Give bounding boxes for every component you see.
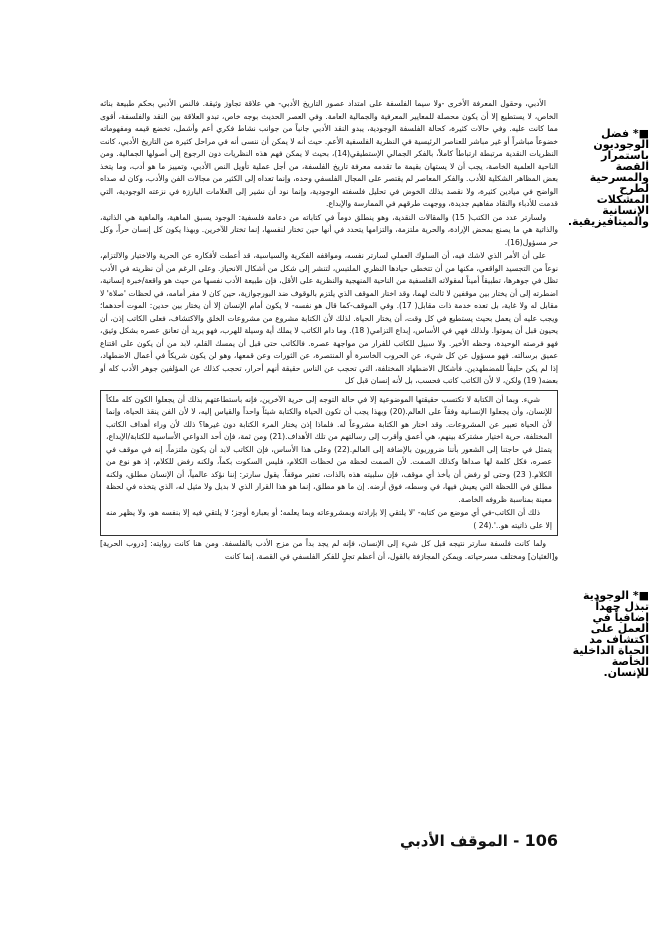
article-body <box>100 98 558 564</box>
paragraph: ذلك أن الكاتب-في أي موضع من كتابه- 'لا يلتقي إلا بإرادته وبمشروعاته وبما يعلمه؛ أو بعبارة أوجز؛ لا يلتقي فيه إلا بنفسه هو، ولا يظهر منه إلا على ذاتيته هو..'.(24 ) <box>106 508 552 530</box>
sidebar-pullquote-2: ■* الوجودية تبذل جهداً إضافياً في العمل على اكتشاف مد الحياة الداخلية الخاصة للإنسان. <box>572 589 649 679</box>
journal-title: الموقف الأدبي <box>399 832 508 850</box>
sidebar-pullquote-1: ■* فضل الوجوديون باستمرار القصة والمسرحية لطرح المشكلات الإنسانية والميتافيزيقية. <box>567 127 649 228</box>
paragraph: ولما كانت فلسفة سارتر نتيجه قبل كل شيء إلى الإنسان، فإنه لم يجد بداً من مزج الأدب بالفلسفة. ومن هنا كانت روايته: [دروب الحرية] و[الغثيان] ومختلف مسرحياته. ويمكن المجازفة بالقول، أن أعظم تجلٍ للفكر الفلسفي في القصة، إنما كانت <box>100 539 558 561</box>
paragraph: ولسارتر عدد من الكتب( 15) والمقالات النقدية، وهو ينطلق دوماً في كتاباته من دعامة فلسفية: الوجود يسبق الماهية، والماهية هي الذاتية، والذاتية هي ما يصنع بمحض الإرادة، والحرية ملتزمة، والتزامها يتحدد في أنها حين تختار لنفسها، إنما تختار للآخرين. وبهذا يكون كل إنسان حراً، وكل حر مسؤول(16). <box>100 212 558 247</box>
paragraph: شيء. وبما أن الكتابة لا تكتسب حقيقتها الموضوعية إلا في حالة التوجه إلى حرية الآخرين، فإنه باستطاعتهم بذلك أن يجعلوا الكون كله ملكاً للإنسان، وأن يجعلوا الإنسانية وفقاً على العالم.(20) وبهذا يجب أن تكون الحياة والكتابة شيئاً واحداً والقياس إليه، لا لأن الفن ينقذ الحياة، وإنما لأن الحياة تعبير عن المشروعات. وقد اختار هو الكتابة مشروعاً له. فلماذا إذن يختار المرء الكتابة دون غيرها؟ ذلك لأن وراء أهداف الكاتب المختلفة، حرية اختيار مشتركة بينهم، هي أعمق وأقرب إلى رسالتهم من تلك الأهداف.(21) ومن ثمة، فإن أحد الدواعي الأساسية للكتابة/الإبداع، يتمثل في حاجتنا إلى الشعور بأننا ضروريون بالإضافة إلى العالم.(22) وعلى هذا الأساس، فإن الكاتب لابد أن يكون ملتزماً، إنه في موقف في عصره، فكل كلمة لها صداها وكذلك الصمت. لأن الصمت لحظة من لحظات الكلام، فليس السكوت بكماً، ولكنه رفض للكلام، إذ هو نوع من الكلام.( 23) وحتى لو رفض أن يأخذ أي موقف، فإن سلبيته هذه بالذات، تعتبر موقفاً. يقول سارتر: إننا نؤكد عالمياً، أن الإنسان مطلق، ولكنه مطلق في اللحظة التي يعيش فيها، في وسطه، فوق أرضه. إن ما هو مطلق، إنما هو هذا القرار الذي لا بديل ولا مثيل له، الذي يتخذه في لحظة معينة بمناسبة ظروفه الخاصة. <box>106 394 552 504</box>
paragraph: الأدبي، وحقول المعرفة الأخرى -ولا سيما الفلسفة على امتداد عصور التاريخ الأدبي- هي علاقة تجاوز وثيقة. فالنص الأدبي بحكم طبيعة بنائه الخاص، لا يستطيع إلا أن يكون محصلة للمعايير المعرفية والجمالية العامة. وفي العصر الحديث بوجه خاص، تبدو العلاقة بين النقد والفلسفة، أقوى مما كانت عليه. وفي حالات كثيرة، كحالة الفلسفة الوجودية، يبدو النقد الأدبي جانباً من جوانب نشاط فكري أعم وأشمل، تخضع قيمه ومفهوماته خضوعاً مباشراً أو غير مباشر للعناصر الرئيسية في النظرية الفلسفية الأعم. حيث أنه لا يمكن أن ننسى أنه في مراحل كثيرة من التاريخ الأدبي، كانت النظريات النقدية مرتبطة ارتباطاً كاملاً، بالفكر الجمالي الإستطيقي(14)، بحيث لا يمكن فهم هذه النظريات دون الرجوع إلى أصولها الجمالية. ومن الناحية العلمية الخاصة، يجب أن لا يستهان بقيمة ما تقدمه معرفة تاريخ الفلسفة، من أجل عملية تأويل النص الأدبي، وتمييز ما هو أدب، وما يتخذ بعض المظاهر الشكلية للأدب. والفكر المعاصر لم يقتصر على المجال الفلسفي وحده، وإنما تعداه إلى الكثير من مجالات الفن والأدب، وكان له صداه الواضح في ميادين كثيرة، ولا نقصد بذلك الخوض في تحليل فلسفته الوجودية، وإنما نود أن نشير إلى العلامات البارزة في نزعته الوجودية، التي قدمت للأدباء والنقاد مفاهيم جديدة، ووجهت طرقهم في الممارسة والإبداع. <box>100 99 559 208</box>
page-number: 106 <box>524 831 558 850</box>
boxed-section <box>100 390 558 537</box>
paragraph: على أن الأمر الذي لاشك فيه، أن السلوك العملي لسارتر نفسه، ومواقفه الفكرية والسياسية، قد أعطت لأفكاره عن الحرية والاختيار والالتزام، نوعاً من التجسيد الواقعي، مكنها من أن تتخطى حيادها النظري الملتبس، لتنشر إلى شكل من أشكال الانحياز. وعلى الرغم من أن نظريته في الأدب تظل في جوهرها، تطبيقاً أميناً لمقولاته الفلسفية من الناحية المنهجية والنظرية على الأقل، فإن طبيعة الأدب نفسها من حيث هو واقعة/خبرة إنسانية، اضطرته إلى أن يختار بين موقفين لا ثالث لهما، وقد اختار الموقف الذي يلتزم بالوقوف ضد البورجوازية، حين كان لا مفر أمامه، في لحظات 'صلاة' لا مقابل له ولا غاية، بل تعده خدمة ذات مقابل( 17). وفي الموقف-كما قال هو نفسه- لا يكون أمام الإنسان إلا أن يختار بين حدين: الموت أحدهما؛ ويجب عليه أن يعمل بحيث يستطيع في كل وقت، أن يختار الحياة. لذلك لأن الكتابة مشروع من مشروعات الخلق والاكتشاف، فعلى الكاتب إذن، أن يحيون قبل أن يموتوا. ولذلك فهي في الأساس، إبداع التزامي( 18). وما دام الكاتب لا يملك أية وسيلة للهرب، فهو يريد أن تعانق عصره بشكل وثيق، فهو فرصته الوحيدة، وحظه الأخير. ولا سبيل للكاتب للفرار من مواجهة عصره. فالكاتب حتى قبل أن يمسك القلم، لابد من أن يكون على اقتناع عميق برسالته. فهو مسؤول عن كل شيء، عن الحروب الخاسرة أو المنتصرة، عن الثورات وعن قمعها، وهو لن يكون شريكاً في أعمال الاضطهاد، إذا لم يكن حليفاً للمضطهدين. فأشكال الاضطهاد المختلفة، التي تحجب عن الناس حقيقة أنهم أحرار، تحجب كذلك عن المؤلفين جوهر الأدب كله أو بعضه( 19) ولكن، لا لأن الكاتب كاتب فحسب، بل لأنه إنسان قبل كل <box>100 251 559 385</box>
footer-separator: - <box>507 832 525 850</box>
page-footer <box>399 831 558 850</box>
